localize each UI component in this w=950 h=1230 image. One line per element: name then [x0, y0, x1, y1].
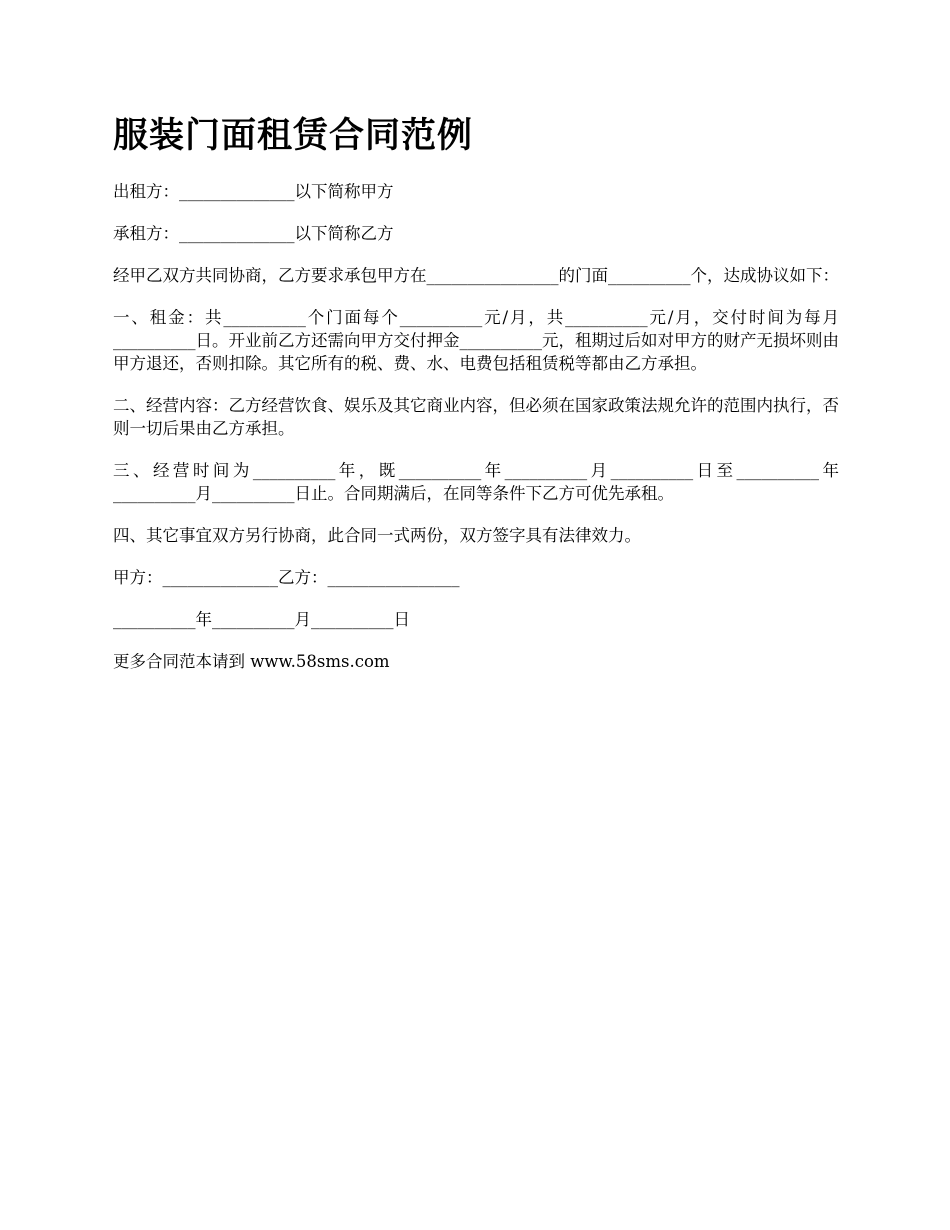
date-line: __________年__________月__________日	[113, 610, 410, 629]
clause-lease-term: 三、经营时间为__________年，既__________年__________月__________日至__________年__________月__________日止。合同期满后，在同等条件下乙方可优先承租。	[113, 461, 839, 503]
lessor-line: 出租方：______________以下简称甲方	[113, 182, 394, 201]
clause-business-scope: 二、经营内容：乙方经营饮食、娱乐及其它商业内容，但必须在国家政策法规允许的范围内执行，否则一切后果由乙方承担。	[113, 396, 839, 438]
signature-line: 甲方：______________乙方：________________	[113, 568, 460, 587]
lessee-line: 承租方：______________以下简称乙方	[113, 224, 394, 243]
footer-note: 更多合同范本请到 www.58sms.com	[113, 652, 390, 671]
document-page	[113, 112, 839, 673]
clause-rent: 一、租金：共__________个门面每个__________元/月，共__________元/月，交付时间为每月__________日。开业前乙方还需向甲方交付押金__________元，租期过后如对甲方的财产无损坏则由甲方退还，否则扣除。其它所有的税、费、水、电费包括租赁税等都由乙方承担。	[113, 308, 839, 373]
document-title: 服装门面租赁合同范例	[113, 116, 474, 156]
clause-other-matters: 四、其它事宜双方另行协商，此合同一式两份，双方签字具有法律效力。	[113, 526, 641, 545]
agreement-intro: 经甲乙双方共同协商，乙方要求承包甲方在________________的门面__________个，达成协议如下：	[113, 266, 839, 285]
